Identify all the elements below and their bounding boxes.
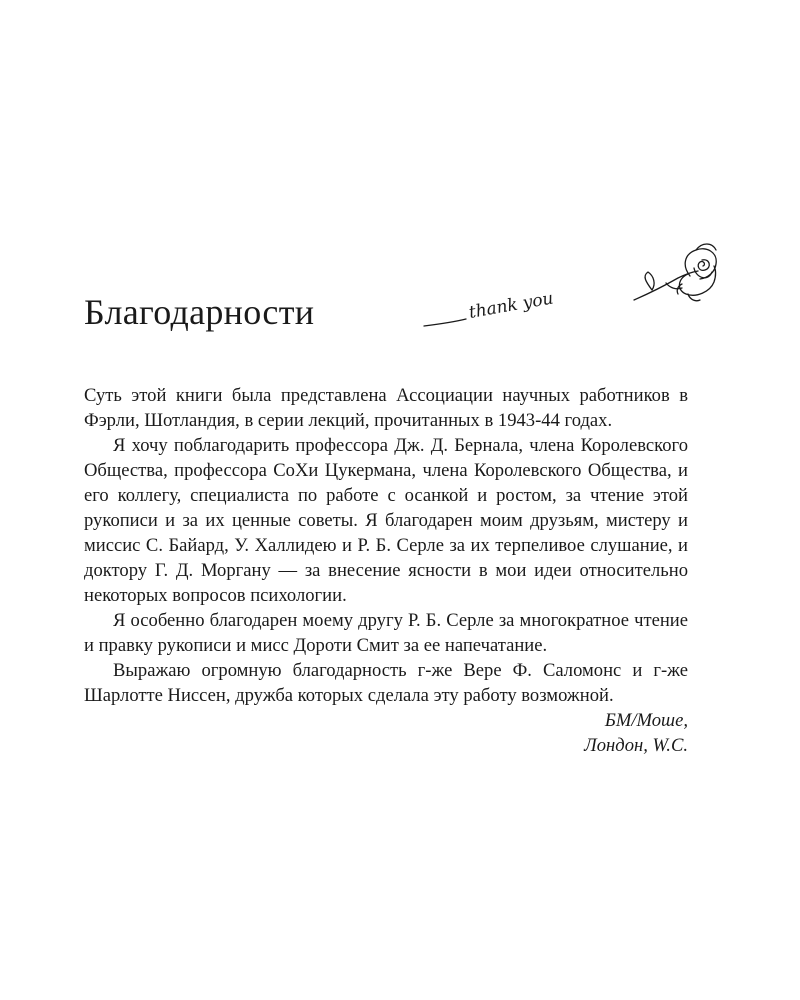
thank-you-script: thank you <box>467 288 555 323</box>
paragraph-1: Суть этой книги была представлена Ассоциации научных работников в Фэрли, Шотландия, в серии лекций, прочитанных в 1943-44 годах. <box>84 385 688 431</box>
rose-line-art-icon <box>420 238 720 338</box>
paragraph-4: Выражаю огромную благодарность г-же Вере Ф. Саломонс и г-же Шарлотте Ниссен, дружба которых сделала эту работу возможной. <box>84 660 688 706</box>
heading-row <box>84 238 724 348</box>
signature-line-1: БМ/Моше, <box>604 710 688 731</box>
paragraph-2: Я хочу поблагодарить профессора Дж. Д. Бернала, члена Королевского Общества, профессора СоХи Цукермана, члена Королевского Общества, и его коллегу, специалиста по работе с осанкой и ростом, за чтение этой рукописи и за их ценные советы. Я благодарен моим друзьям, мистеру и миссис С. Байард, У. Халлидею и Р. Б. Серле за их терпеливое слушание, и доктору Г. Д. Моргану — за внесение ясности в мои идеи относительно некоторых вопросов психологии. <box>84 435 688 606</box>
signature <box>84 708 688 758</box>
thank-you-rose-decoration <box>420 238 720 338</box>
paragraph-3: Я особенно благодарен моему другу Р. Б. Серле за многократное чтение и правку рукописи и мисс Дороти Смит за ее напечатание. <box>84 610 688 656</box>
acknowledgments-body <box>84 383 688 758</box>
signature-line-2: Лондон, W.C. <box>584 735 688 756</box>
page-title: Благодарности <box>84 292 315 332</box>
